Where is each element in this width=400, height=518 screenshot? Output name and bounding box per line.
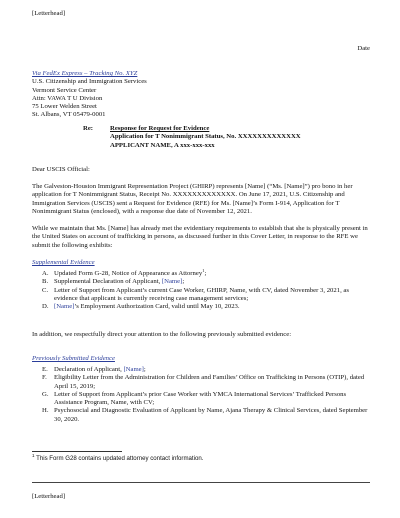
re-block [110,125,301,150]
address-line: Attn: VAWA T U Division [32,94,103,102]
list-item: A. Updated Form G-28, Notice of Appearance as Attorney$^1$; [42,267,207,277]
address-block [32,70,370,120]
list-item: H. Psychosocial and Diagnostic Evaluation of Applicant by Name, Ajana Therapy & Clinical Services, dated September 30, 2020. [42,407,368,423]
list-item: B. Supplemental Declaration of Applicant, [Name]; [42,278,185,286]
previous-list [42,366,370,424]
re-subject: Response for Request for Evidence [110,125,210,132]
re-applicant: APPLICANT NAME, A xxx-xxx-xxx [110,141,215,149]
para-text: The Galveston-Houston Immigrant Representation Project (GHIRP) represents [32,183,246,190]
footnote-divider [32,451,122,452]
supplemental-heading: Supplemental Evidence [32,259,95,266]
paragraph-intro [32,183,370,216]
paragraph-exhibits: While we maintain that Ms. [Name] has already met the evidentiary requirements to establish that she is physically present in the United States on account of trafficking in persons, as discussed further in this Cover Letter, in response to the RFE we submit the following exhibits: [32,225,368,249]
address-line: U.S. Citizenship and Immigration Services [32,78,147,86]
footnote [32,452,204,463]
via-line: Via FedEx Express – Tracking No. XYZ [32,70,138,77]
previous-heading: Previously Submitted Evidence [32,355,115,362]
paragraph-previous: In addition, we respectfully direct your attention to the following previously submitted evidence: [32,331,292,338]
date: Date [357,45,370,52]
supplemental-list [42,267,370,311]
address-line: 75 Lower Welden Street [32,103,97,111]
list-item: F. Eligibility Letter from the Administration for Children and Families’ Office on Trafficking in Persons (OTIP), dated April 15, 2019; [42,374,365,390]
para-text: (“Ms. [Name]”) pro bono in her application for T Nonimmigrant Status, Receipt No. XXXXXXXXXXXXX. On June 17, 2021, U.S. Citizenship and Immigration Services (USCIS) sent a Request for Evidence (RFE) for Ms. [Name]’s Form I-914, Application for T Nonimmigrant Status (enclosed), with a response due date of November 12, 2021. [32,183,353,215]
letterhead-bottom: [Letterhead] [32,493,66,500]
list-item: E. Declaration of Applicant, [Name]; [42,366,146,373]
salutation: Dear USCIS Official: [32,166,90,173]
re-label: Re: [83,125,94,132]
applicant-name: [Name] [245,183,266,190]
list-item: G. Letter of Support from Applicant’s prior Case Worker with YMCA International Services’ Trafficked Persons Assistance Program, Name, with CV; [42,390,347,407]
address-line: Vermont Service Center [32,86,97,94]
list-item: C. Letter of Support from Applicant’s current Case Worker, GHIRP, Name, with CV, dated November 3, 2021, as evidence that applicant is currently receiving case management services; [42,286,349,302]
re-application: Application for T Nonimmigrant Status, No. XXXXXXXXXXXXX [110,133,301,141]
footnote-mark: 1 [32,452,35,458]
footnote-text: This Form G28 contains updated attorney contact information. [34,455,204,462]
bottom-divider [32,482,370,483]
footnote-ref: 1 [202,267,205,273]
address-line: St. Albans, VT 05479-0001 [32,111,106,119]
list-item: D. [Name]’s Employment Authorization Card, valid until May 10, 2023. [42,303,240,311]
letterhead-top: [Letterhead] [32,10,66,17]
